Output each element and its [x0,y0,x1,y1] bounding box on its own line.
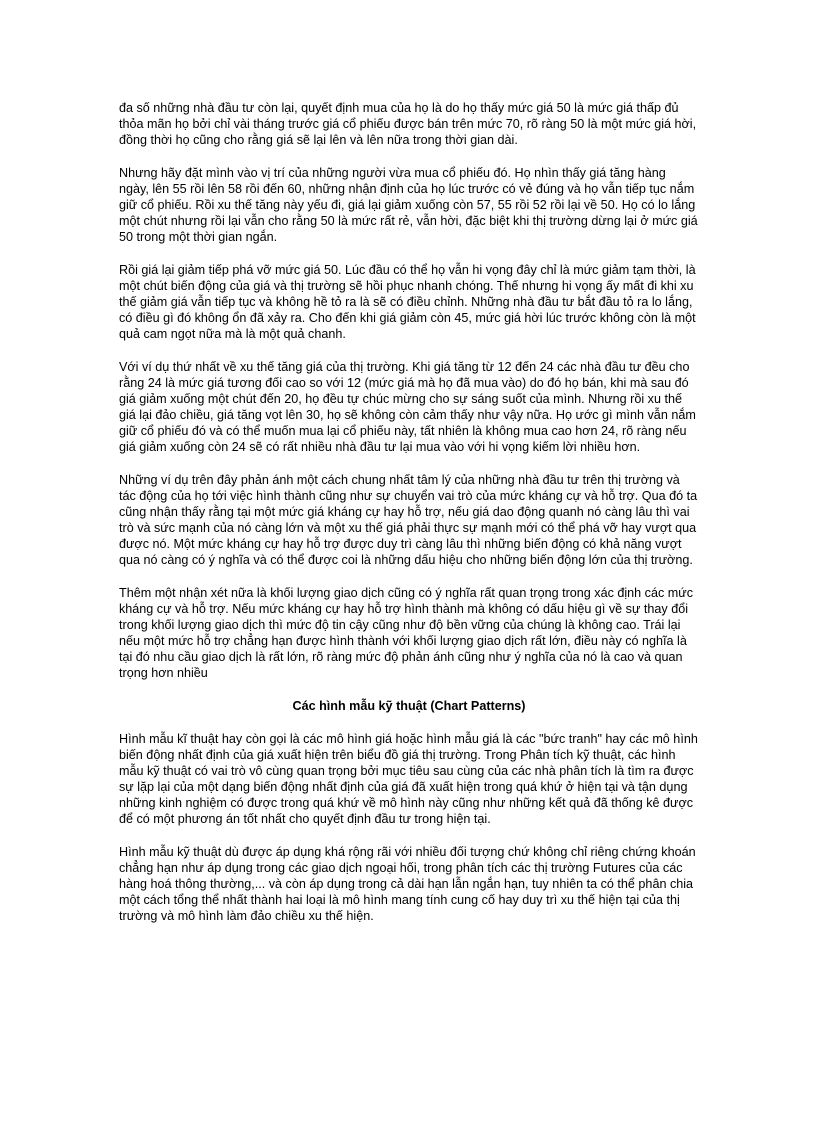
paragraph-bargain-price: đa số những nhà đầu tư còn lại, quyết định mua của họ là do họ thấy mức giá 50 là mức giá thấp đủ thỏa mãn họ bởi chỉ vài tháng trước giá cổ phiếu được bán trên mức 70, rõ ràng 50 là một mức giá hời, đồng thời họ cũng cho rằng giá sẽ lại lên và lên nữa trong thời gian dài. [119,101,697,147]
paragraph-uptrend-example: Với ví dụ thứ nhất về xu thế tăng giá của thị trường. Khi giá tăng từ 12 đến 24 các nhà đầu tư đều cho rằng 24 là mức giá tương đối cao so với 12 (mức giá mà họ đã mua vào) do đó họ bán, khi mà sau đó giá giảm xuống một chút đến 20, họ đều tự chúc mừng cho sự sáng suốt của mình. Nhưng rồi xu thế giá lại đảo chiều, giá tăng vọt lên 30, họ sẽ không còn cảm thấy như vậy nữa. Họ ước gì mình vẫn nắm giữ cổ phiếu đó và có thể muốn mua lại cổ phiếu này, tất nhiên là không mua cao hơn 24, rõ ràng nếu giá giảm xuống còn 24 sẽ có rất nhiều nhà đầu tư lại mua vào với hi vọng kiếm lời nhiều hơn. [119,360,696,454]
section-heading-chart-patterns: Các hình mẫu kỹ thuật (Chart Patterns) [292,699,526,713]
paragraph-rising-then-falling: Nhưng hãy đặt mình vào vị trí của những người vừa mua cổ phiếu đó. Họ nhìn thấy giá tăng hàng ngày, lên 55 rồi lên 58 rồi đến 60, những nhận định của họ lúc trước có vẻ đúng và họ vẫn tiếp tục nắm giữ cổ phiếu. Rồi xu thế tăng này yếu đi, giá lại giảm xuống còn 57, 55 rồi 52 rồi lại về 50. Họ có lo lắng một chút nhưng rồi lại vẫn cho rằng 50 là mức rất rẻ, vẫn hời, đặc biệt khi thị trường dừng lại ở mức giá 50 trong một thời gian ngắn. [119,166,698,244]
document-page [119,100,699,941]
paragraph-chart-patterns-types: Hình mẫu kỹ thuật dù được áp dụng khá rộng rãi với nhiều đối tượng chứ không chỉ riêng chứng khoán chẳng hạn như áp dụng trong các giao dịch ngoại hối, trong phân tích các thị trường Futures của các hàng hoá thông thường,... và còn áp dụng trong cả dài hạn lẫn ngắn hạn, tuy nhiên ta có thể phân chia một cách tổng thể nhất thành hai loại là mô hình mang tính cung cố hay duy trì xu thế hiện tại của thị trường và mô hình làm đảo chiều xu thế hiện. [119,845,696,923]
paragraph-investor-psychology: Những ví dụ trên đây phản ánh một cách chung nhất tâm lý của những nhà đầu tư trên thị trường và tác động của họ tới việc hình thành cũng như sự chuyển vai trò của mức kháng cự và hỗ trợ. Qua đó ta cũng nhận thấy rằng tại một mức giá kháng cự hay hỗ trợ, nếu giá dao động quanh nó càng lâu thì vai trò và sức mạnh của nó càng lớn và một xu thế giá phải thực sự mạnh mới có thể phá vỡ hay vượt qua được nó. Một mức kháng cự hay hỗ trợ được duy trì càng lâu thì những biến động có khả năng vượt qua nó càng có ý nghĩa và có thể được coi là những dấu hiệu cho những biến động lớn của thị trường. [119,473,698,567]
paragraph-break-below-50: Rồi giá lại giảm tiếp phá vỡ mức giá 50. Lúc đầu có thể họ vẫn hi vọng đây chỉ là mức giảm tạm thời, là một chút biến động của giá và thị trường sẽ hồi phục nhanh chóng. Thế nhưng hi vọng ấy mất đi khi xu thế giảm giá vẫn tiếp tục và không hề tỏ ra là sẽ có điều chỉnh. Những nhà đầu tư bắt đầu tỏ ra lo lắng, có điều gì đó không ổn đã xảy ra. Cho đến khi giá giảm còn 45, mức giá hời lúc trước không còn là một quả cam ngọt nữa mà là một quả chanh. [119,263,696,341]
paragraph-chart-patterns-definition: Hình mẫu kĩ thuật hay còn gọi là các mô hình giá hoặc hình mẫu giá là các "bức tranh" hay các mô hình biến động nhất định của giá xuất hiện trên biểu đồ giá thị trường. Trong Phân tích kỹ thuật, các hình mẫu kỹ thuật có vai trò vô cùng quan trọng bởi mục tiêu sau cùng của các nhà phân tích là tìm ra được sự lặp lại của một dạng biến động nhất định của giá đã xuất hiện trong quá khứ ở hiện tại và tận dụng những kinh nghiệm có được trong quá khứ về mô hình này cũng như những kết quả đã thống kê được để có một phương án tốt nhất cho quyết định đầu tư trong hiện tại. [119,732,698,826]
paragraph-trading-volume: Thêm một nhận xét nữa là khối lượng giao dịch cũng có ý nghĩa rất quan trọng trong xác định các mức kháng cự và hỗ trợ. Nếu mức kháng cự hay hỗ trợ hình thành mà không có dấu hiệu gì về sự thay đổi trong khối lượng giao dịch thì mức độ tin cậy cũng như độ bền vững của chúng là không cao. Trái lại nếu một mức hỗ trợ chẳng hạn được hình thành với khối lượng giao dịch rất lớn, điều này có nghĩa là tại đó nhu cầu giao dịch là rất lớn, rõ ràng mức độ phản ánh cũng như ý nghĩa của nó là cao và quan trọng hơn nhiều [119,586,693,680]
